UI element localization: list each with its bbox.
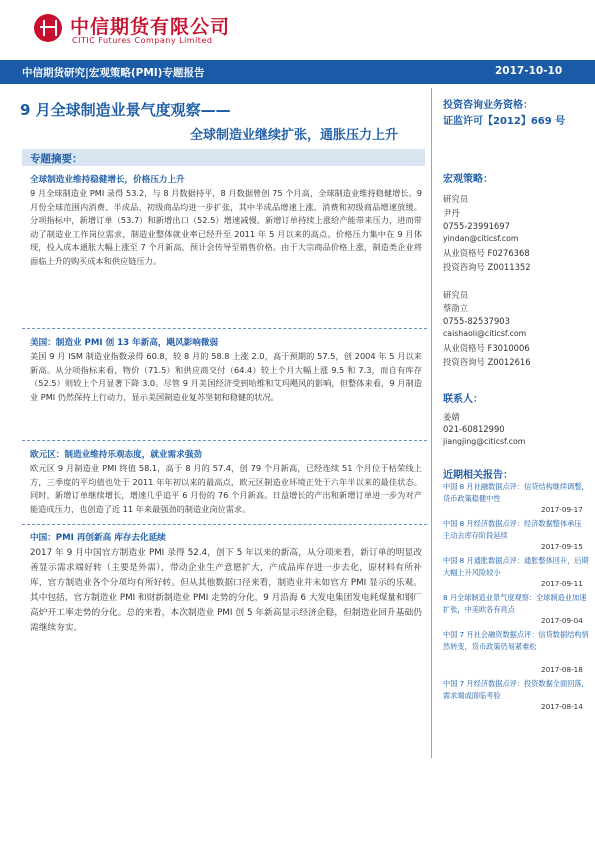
section-heading-eurozone: 欧元区：制造业维持乐观态度，就业需求强劲 — [30, 450, 202, 460]
contact-title: 联系人： — [443, 394, 483, 405]
report-title: 9 月全球制造业景气度观察—— — [20, 101, 231, 119]
sidebar-divider — [431, 88, 432, 758]
related-report-link[interactable]: 中国 8 月经济数据点评：经济数据整体承压 主动去库存阶段延续 — [443, 519, 582, 540]
related-report-date: 2017-09-15 — [541, 542, 583, 551]
section-body-global: 9 月全球制造业 PMI 录得 53.2，与 8 月数据持平，8 月数据曾创 75 个月高，全球制造业维持稳健增长。9 月份全球范围内消费、半成品、初级商品均进一步扩张，其中半成品增速上涨，消费和初级商品增速放缓。分项指标中，新增订单（53.7）和新增出口（52.5）增速减慢。新增订单持续上涨给产能带来压力，进而带动了制造业工作岗位需求，制造业整体就业率已经升至 2011 年 5 月以来的高点。价格压力集中在 9 月体现，投入成本通胀大幅上涨至 7 个月新高，预计会传导至销售价格。由于大宗商品价格上涨，制造类企业将面临上升的购买成本和供应链压力。 — [30, 188, 422, 266]
analyst-phone: 0755-23991697 — [443, 221, 510, 231]
analyst-email[interactable]: caishaoli@citicsf.com — [443, 329, 527, 338]
contact-email[interactable]: jiangjing@citicsf.com — [443, 437, 526, 446]
related-report-date: 2017-09-11 — [541, 579, 583, 588]
analyst-role: 研究员 — [443, 194, 469, 204]
citic-logo-icon — [34, 14, 62, 42]
report-date: 2017-10-10 — [495, 65, 563, 77]
section-heading-china: 中国：PMI 再创新高 库存去化延续 — [30, 533, 166, 543]
contact-name: 姜婧 — [443, 412, 460, 422]
analyst-role: 研究员 — [443, 290, 469, 300]
report-subtitle: 全球制造业继续扩张，通胀压力上升 — [190, 128, 399, 143]
related-report-link[interactable]: 8 月全球制造业景气度观察：全球制造业加速扩张，中美欧各有亮点 — [443, 593, 587, 614]
related-report-link[interactable]: 中国 7 月经济数据点评：投资数据全面回落，需求端或面临考验 — [443, 679, 589, 700]
company-name-cn: 中信期货有限公司 — [70, 16, 231, 38]
report-series: 中信期货研究|宏观策略(PMI)专题报告 — [22, 67, 205, 79]
license-number: 证监许可【2012】669 号 — [443, 116, 566, 127]
section-body-eurozone: 欧元区 9 月制造业 PMI 终值 58.1，高于 8 月的 57.4，创 79 个月新高，已经连续 51 个月位于枯荣线上方，三季度的平均值也处于 2011 年年初以来的最高点，欧元区制造业环境正处于六年半以来的最佳状态。同时，新增订单继续增长，增速几乎追平 6 月份的 76 个月新高。日益增长的产出和新增订单进一步为对产能造成压力，也创造了近 11 年来最强劲的制造业岗位需求。 — [30, 463, 422, 514]
analyst-qualification: 从业资格号 F3010006 — [443, 343, 530, 353]
analyst-name: 尹丹 — [443, 208, 460, 218]
company-name-en: CITIC Futures Company Limited — [72, 36, 213, 45]
related-report-link[interactable]: 中国 8 月通胀数据点评：通胀整体回升，后期大幅上升风险较小 — [443, 556, 589, 577]
analyst-qualification: 从业资格号 F0276368 — [443, 248, 530, 258]
analyst-advisory-number: 投资咨询号 Z0011352 — [443, 262, 531, 272]
strategy-title: 宏观策略： — [443, 174, 493, 185]
section-heading-global: 全球制造业维持稳健增长，价格压力上升 — [30, 175, 185, 185]
related-report-link[interactable]: 中国 7 月社会融资数据点评：信贷数据结构悄然转变，货币政策仍易紧难松 — [443, 630, 589, 651]
section-divider — [22, 524, 427, 525]
analyst-phone: 0755-82537903 — [443, 316, 510, 326]
related-report-date: 2017-08-18 — [541, 665, 583, 674]
section-divider — [22, 328, 427, 329]
section-body-us: 美国 9 月 ISM 制造业指数录得 60.8，较 8 月的 58.8 上涨 2.0，高于预期的 57.5，创 2004 年 5 月以来新高。从分项指标来看，物价（71.5）和供应商交付（64.4）较上个月大幅上涨 9.5 和 7.3，而自有库存（52.5）则较上个月显著下降 3.0。尽管 9 月美国经济受到哈维和艾玛飓风的影响，但整体来看，9 月制造业 PMI 仍然保持上行动力，显示美国制造业复苏坚韧和稳健的状况。 — [30, 351, 422, 402]
related-report-date: 2017-09-17 — [541, 505, 583, 514]
analyst-advisory-number: 投资咨询号 Z0012616 — [443, 357, 531, 367]
analyst-email[interactable]: yindan@citicsf.com — [443, 234, 519, 243]
section-heading-us: 美国：制造业 PMI 创 13 年新高，飓风影响微弱 — [30, 338, 219, 348]
license-title: 投资咨询业务资格： — [443, 100, 533, 111]
contact-phone: 021-60812990 — [443, 424, 505, 434]
related-reports-title: 近期相关报告： — [443, 470, 513, 481]
section-divider — [22, 440, 427, 441]
section-body-china: 2017 年 9 月中国官方制造业 PMI 录得 52.4，创下 5 年以来的新高，从分项来看，新订单的明显改善显示需求端好转（主要是外需），带动企业生产意愿扩大，产成品库存进一步去化，原材料有所补库，官方制造业各个分项均有所好转。但从其他数据口径来看，制造业并未如官方 PMI 显示的乐观。其中包括，官方制造业 PMI 和财新制造业 PMI 走势的分化，9 月沿海 6 大发电集团发电耗煤量和钢厂高炉开工率走势的分化。总的来看，本次制造业 PMI 创 5 年新高显示经济企稳，但制造业回升基础仍需继续夯实。 — [30, 548, 422, 633]
related-report-link[interactable]: 中国 8 月社融数据点评：信贷结构继续调整，货币政策稳健中性 — [443, 482, 589, 503]
related-report-date: 2017-09-04 — [541, 616, 583, 625]
summary-label: 专题摘要： — [30, 153, 83, 165]
related-report-date: 2017-08-14 — [541, 702, 583, 711]
analyst-name: 蔡劭立 — [443, 303, 469, 313]
